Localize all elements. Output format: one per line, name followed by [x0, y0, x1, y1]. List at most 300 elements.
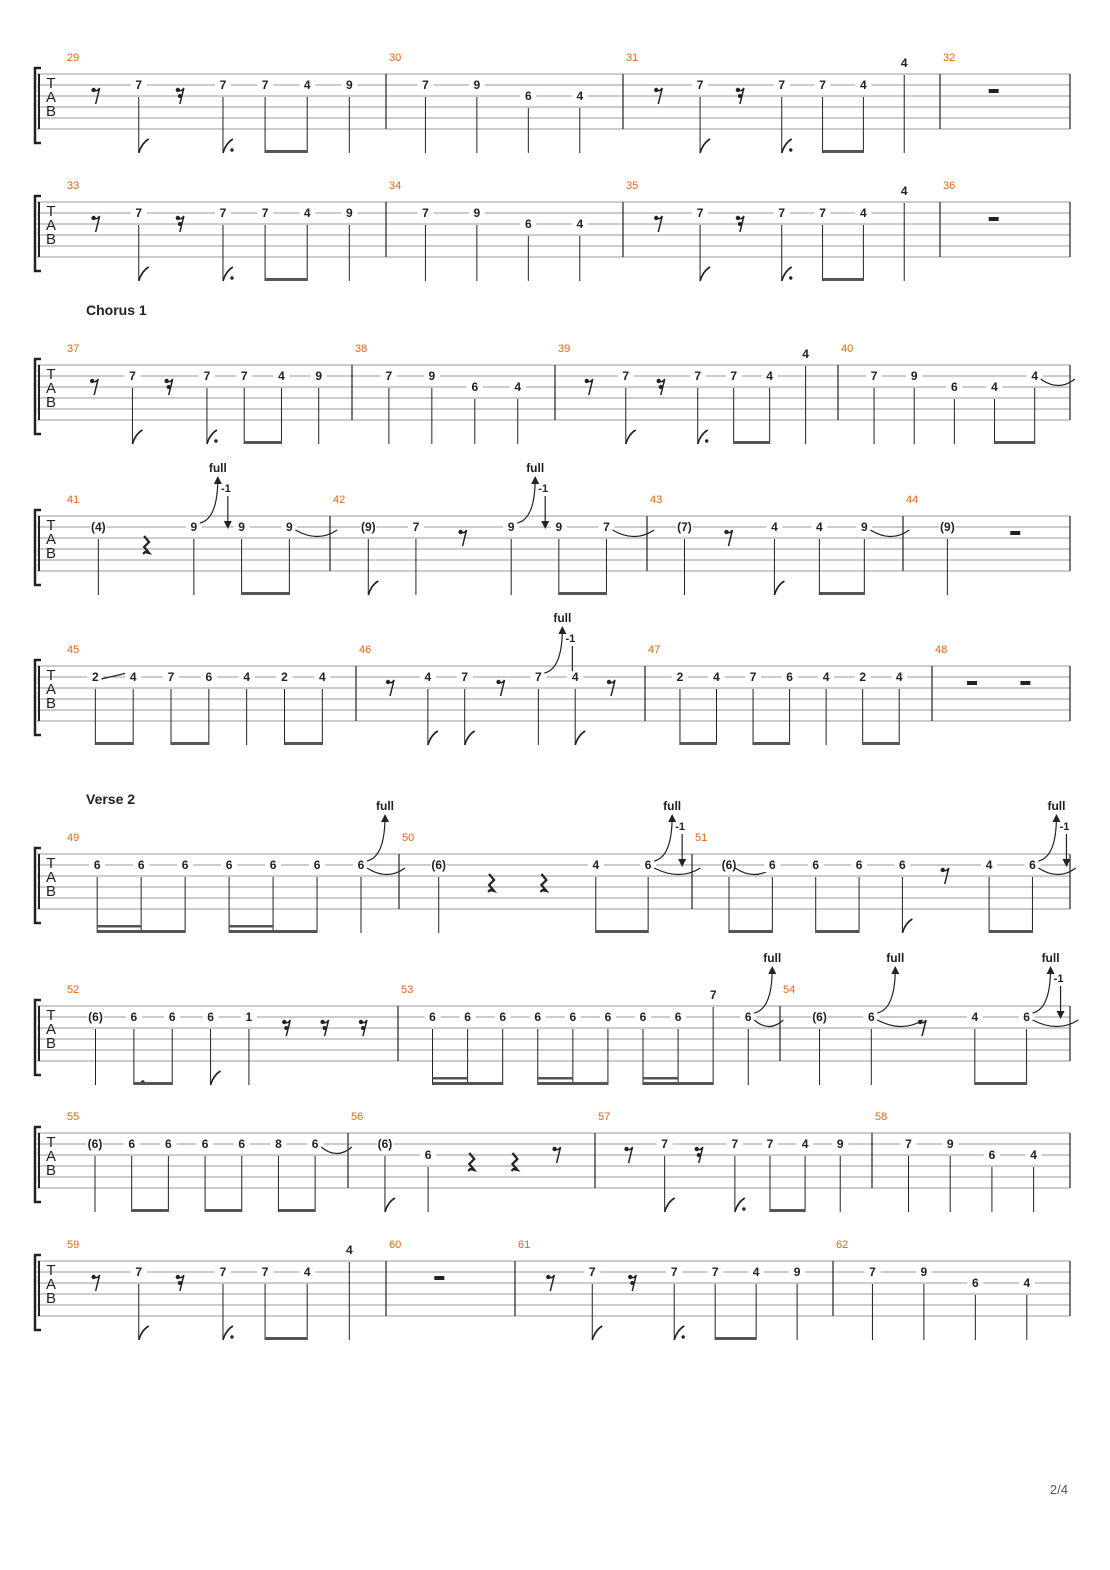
duration-dot	[682, 1335, 685, 1338]
fret-number: 6	[238, 1137, 246, 1151]
quarter-rest	[143, 536, 149, 554]
beam	[265, 150, 308, 153]
tab-note	[815, 78, 831, 153]
tab-clef-letter: T	[46, 855, 56, 872]
fret-number: 6	[225, 858, 233, 872]
fret-number: 4	[303, 78, 311, 92]
tab-note	[916, 1265, 932, 1340]
tab-clef-letter: A	[45, 1276, 57, 1293]
fret-number: 7	[603, 520, 610, 534]
measure-number: 46	[359, 644, 372, 656]
measure-43	[650, 494, 909, 595]
fret-number: 6	[524, 89, 532, 103]
fret-number: 7	[422, 206, 429, 220]
tab-note	[901, 1137, 917, 1212]
tab-note	[855, 670, 871, 745]
tab-note	[896, 56, 912, 153]
tab-note	[946, 380, 962, 444]
tab-note	[727, 1137, 746, 1212]
fret-number: 6	[899, 858, 906, 872]
tab-clef-letter: B	[45, 394, 57, 411]
note-flag	[132, 430, 142, 444]
tab-note	[745, 670, 761, 745]
tab-note	[657, 1137, 675, 1212]
fret-number: 7	[731, 1137, 739, 1151]
measure-number: 42	[333, 494, 346, 506]
fret-number: 9	[946, 1137, 954, 1151]
release-label: -1	[220, 483, 231, 495]
fret-number: 7	[219, 78, 227, 92]
beam	[132, 1209, 169, 1212]
measure-number: 61	[518, 1239, 531, 1251]
fret-number: 7	[129, 369, 136, 383]
tab-note	[239, 670, 255, 745]
fret-number: 7	[203, 369, 211, 383]
fret-number: 6	[205, 670, 213, 684]
fret-number: 7	[694, 369, 702, 383]
measure-number: 37	[67, 343, 80, 355]
tab-note	[672, 670, 688, 745]
section-label: Verse 2	[86, 791, 136, 807]
duration-dot	[789, 276, 792, 279]
tab-note	[906, 369, 922, 444]
bend-label: full	[663, 799, 682, 813]
fret-number: 6	[951, 380, 958, 394]
fret-number: 6	[744, 1010, 752, 1024]
note-flag	[592, 1326, 602, 1340]
tab-note	[975, 951, 1079, 1085]
measure-number: 53	[401, 984, 414, 996]
beam	[97, 930, 185, 933]
fret-number: 4	[576, 89, 584, 103]
beam	[265, 1337, 308, 1340]
tab-clef-letter: A	[45, 681, 57, 698]
measure-number: 39	[558, 343, 571, 355]
measure-46	[359, 611, 615, 745]
fret-number: 9	[428, 369, 436, 383]
tab-note	[766, 520, 784, 595]
tab-note	[643, 988, 721, 1085]
fret-number: (6)	[87, 1137, 103, 1151]
measure-number: 49	[67, 832, 80, 844]
measure-number: 34	[389, 180, 402, 192]
fret-number: 6	[357, 858, 365, 872]
tab-note	[199, 369, 218, 444]
beam	[715, 1337, 756, 1340]
tab-clef-letter: A	[45, 1148, 57, 1165]
tab-note	[676, 520, 692, 595]
tab-note	[811, 520, 827, 595]
quarter-rest	[488, 874, 494, 892]
fret-number: 4	[900, 56, 908, 70]
tab-note	[341, 78, 357, 153]
release-label: -1	[1053, 973, 1064, 985]
measure-number: 32	[943, 52, 956, 64]
fret-number: 6	[867, 1010, 875, 1024]
tab-clef-letter: A	[45, 89, 57, 106]
fret-number: 4	[243, 670, 251, 684]
measure-51	[695, 799, 1076, 933]
tab-clef-bar	[38, 365, 40, 420]
sixteenth-rest-dot	[323, 1026, 327, 1030]
fret-number: 4	[766, 369, 773, 383]
fret-number: 7	[135, 206, 143, 220]
tab-note	[572, 89, 588, 153]
tie	[1033, 1020, 1079, 1027]
measure-number: 48	[935, 644, 948, 656]
tab-clef-letter: B	[45, 695, 57, 712]
tab-note	[666, 1265, 685, 1340]
fret-number: 9	[238, 520, 245, 534]
tab-note	[995, 369, 1075, 444]
tab-note	[431, 858, 447, 933]
half-rest	[1010, 531, 1020, 535]
fret-number: 7	[535, 670, 542, 684]
tab-system	[35, 180, 1070, 281]
note-flag	[700, 139, 710, 153]
beam	[753, 742, 790, 745]
measure-53	[401, 951, 783, 1085]
tab-note	[278, 1137, 351, 1212]
tab-clef-letter: T	[46, 1262, 56, 1279]
note-flag	[139, 267, 149, 281]
tab-note	[276, 670, 292, 745]
tab-note	[131, 78, 149, 153]
measure-54	[783, 951, 1078, 1085]
rest	[143, 536, 149, 554]
tab-note	[425, 1010, 441, 1085]
tab-system	[35, 302, 1075, 444]
tab-note	[257, 206, 273, 281]
tab-clef-letter: A	[45, 380, 57, 397]
fret-number: 9	[860, 520, 868, 534]
fret-number: (6)	[88, 1010, 103, 1024]
fret-number: 4	[303, 1265, 311, 1279]
sixteenth-rest-dot	[697, 1153, 701, 1157]
tab-note	[467, 380, 483, 444]
fret-number: 4	[592, 858, 600, 872]
note-flag	[700, 267, 710, 281]
note-flag	[626, 430, 636, 444]
measure-number: 60	[389, 1239, 402, 1251]
fret-number: 7	[819, 206, 826, 220]
fret-number: 4	[345, 1243, 353, 1257]
tab-note	[270, 1137, 286, 1212]
fret-number: 9	[473, 206, 481, 220]
sixteenth-rest-dot	[284, 1026, 288, 1030]
fret-number: 7	[219, 206, 227, 220]
fret-number: 6	[988, 1148, 996, 1162]
fret-number: 4	[129, 670, 137, 684]
tab-note	[984, 1148, 1000, 1212]
tab-system	[35, 1111, 1070, 1212]
fret-number: 4	[318, 670, 326, 684]
tab-note	[257, 1265, 273, 1340]
measure-number: 40	[841, 343, 854, 355]
fret-number: 6	[165, 1137, 172, 1151]
measure-number: 62	[836, 1239, 849, 1251]
tab-note	[726, 369, 742, 444]
tab-note	[819, 520, 909, 595]
rest	[434, 1276, 444, 1280]
beam	[265, 278, 308, 281]
tab-note	[596, 799, 701, 933]
duration-dot	[789, 148, 792, 151]
fret-number: 7	[870, 369, 878, 383]
tab-note	[242, 520, 338, 595]
fret-number: 6	[855, 858, 863, 872]
tab-note	[215, 78, 234, 153]
fret-number: (9)	[940, 520, 955, 534]
fret-number: 6	[1029, 858, 1036, 872]
fret-number: 9	[190, 520, 198, 534]
fret-number: 7	[412, 520, 420, 534]
fret-number: 4	[971, 1010, 979, 1024]
measure-44	[906, 494, 1020, 595]
tab-note	[131, 206, 149, 281]
fret-number: 6	[471, 380, 479, 394]
tab-clef-letter: A	[45, 869, 57, 886]
half-rest	[1020, 681, 1030, 685]
fret-number: 6	[168, 1010, 176, 1024]
rest	[967, 681, 977, 685]
fret-number: 4	[802, 347, 809, 361]
fret-number: (9)	[360, 520, 376, 534]
measure-number: 35	[626, 180, 639, 192]
rest	[468, 1153, 474, 1171]
rest	[1020, 681, 1030, 685]
bend-arrow-icon	[891, 966, 899, 974]
note-flag	[368, 581, 378, 595]
bend-arrow-icon	[768, 966, 776, 974]
measure-number: 57	[598, 1111, 611, 1123]
tab-note	[186, 461, 232, 595]
fret-number: 7	[766, 1137, 774, 1151]
fret-number: 4	[576, 217, 584, 231]
bend-label: full	[526, 461, 545, 475]
tab-clef-letter: T	[46, 366, 56, 383]
measure-number: 56	[351, 1111, 364, 1123]
fret-number: 7	[261, 78, 269, 92]
beam	[284, 742, 322, 745]
tab-note	[567, 670, 585, 745]
fret-number: 9	[920, 1265, 928, 1279]
beam	[995, 441, 1036, 444]
release-arrow-icon	[678, 859, 686, 867]
fret-number: 7	[778, 206, 786, 220]
beam	[433, 1082, 504, 1085]
measure-number: 44	[906, 494, 919, 506]
measure-number: 36	[943, 180, 956, 192]
measure-40	[841, 343, 1075, 444]
tie	[654, 868, 700, 875]
fret-number: (6)	[431, 858, 447, 872]
fret-number: 6	[769, 858, 776, 872]
tab-note	[131, 1265, 149, 1340]
fret-number: 7	[696, 78, 704, 92]
measure-62	[836, 1239, 1035, 1340]
sixteenth-rest-dot	[738, 94, 742, 98]
fret-number: 7	[711, 1265, 719, 1279]
tab-clef-bar	[38, 854, 40, 909]
release-arrow-icon	[541, 521, 549, 529]
fret-number: 4	[713, 670, 720, 684]
fret-number: 6	[499, 1010, 507, 1024]
fret-number: 7	[135, 78, 143, 92]
tab-note	[133, 858, 149, 933]
measure-55	[67, 1111, 352, 1212]
tab-clef-letter: B	[45, 1290, 57, 1307]
tab-note	[987, 380, 1003, 444]
fret-number: 6	[424, 1148, 432, 1162]
fret-number: 9	[345, 206, 353, 220]
tab-note	[866, 369, 882, 444]
release-arrow-icon	[1062, 859, 1070, 867]
fret-number: 6	[313, 858, 321, 872]
fret-number: (6)	[721, 858, 737, 872]
bend-label: full	[763, 951, 782, 965]
measure-31	[626, 52, 912, 153]
bend-label: full	[1041, 951, 1060, 965]
tab-note	[572, 217, 588, 281]
fret-number: 6	[524, 217, 532, 231]
tie	[295, 530, 337, 537]
measure-number: 30	[389, 52, 402, 64]
fret-number: 4	[1030, 1148, 1037, 1162]
fret-number: 7	[819, 78, 826, 92]
fret-number: 4	[571, 670, 579, 684]
measure-number: 29	[67, 52, 80, 64]
tie	[612, 530, 654, 537]
fret-number: 7	[261, 1265, 269, 1279]
fret-number: 9	[910, 369, 918, 383]
sixteenth-rest-dot	[178, 94, 182, 98]
tab-note	[241, 1010, 257, 1085]
fret-number: 4	[278, 369, 285, 383]
release-arrow-icon	[224, 521, 232, 529]
measure-number: 45	[67, 644, 80, 656]
tab-note	[311, 369, 327, 444]
tab-clef-letter: B	[45, 1162, 57, 1179]
measure-45	[67, 644, 330, 745]
fret-number: 7	[588, 1265, 596, 1279]
duration-dot	[705, 439, 708, 442]
sixteenth-rest-dot	[738, 222, 742, 226]
note-flag	[428, 731, 438, 745]
measure-56	[351, 1111, 561, 1212]
tab-clef-bar	[38, 202, 40, 257]
fret-number: 4	[860, 206, 867, 220]
tab-note	[896, 184, 912, 281]
beam	[680, 742, 717, 745]
section-label: Chorus 1	[86, 302, 147, 318]
measure-60	[389, 1239, 444, 1280]
tab-note	[469, 206, 485, 281]
tab-note	[265, 858, 281, 933]
sixteenth-rest-dot	[178, 222, 182, 226]
page-number: 2/4	[1049, 1482, 1068, 1497]
note-flag	[211, 1071, 221, 1085]
rest	[511, 1153, 517, 1171]
measure-number: 50	[402, 832, 415, 844]
beam-16	[229, 925, 273, 928]
measure-34	[389, 180, 588, 281]
fret-number: 4	[991, 380, 998, 394]
bend-arrow-icon	[381, 814, 389, 822]
tab-clef-letter: B	[45, 231, 57, 248]
tab-note	[989, 799, 1076, 933]
quarter-rest	[468, 1153, 474, 1171]
tab-clef-letter: B	[45, 103, 57, 120]
fret-number: 6	[93, 858, 101, 872]
tab-note	[420, 670, 438, 745]
note-flag	[465, 731, 475, 745]
fret-number: 7	[869, 1265, 876, 1279]
tab-clef-bar	[38, 74, 40, 129]
tab-note	[88, 1010, 104, 1085]
tab-note	[424, 369, 440, 444]
beam	[229, 930, 317, 933]
fret-number: 7	[385, 369, 393, 383]
measure-59	[67, 1239, 357, 1340]
beam	[205, 1209, 242, 1212]
fret-number: 7	[422, 78, 429, 92]
note-flag	[139, 1326, 149, 1340]
measure-47	[648, 644, 907, 745]
tab-clef-letter: T	[46, 667, 56, 684]
fret-number: 4	[1023, 1276, 1031, 1290]
measure-number: 55	[67, 1111, 80, 1123]
measure-61	[518, 1239, 805, 1340]
fret-number: 7	[261, 206, 269, 220]
bend-label: full	[376, 799, 395, 813]
fret-number: (4)	[90, 520, 106, 534]
tab-clef-letter: B	[45, 1035, 57, 1052]
tab-note	[510, 380, 526, 444]
tab-note	[257, 78, 273, 153]
tab-note	[942, 1137, 958, 1212]
tab-note	[939, 520, 955, 595]
tab-clef-bar	[38, 1133, 40, 1188]
fret-number: 6	[644, 858, 652, 872]
measure-41	[67, 461, 337, 595]
tab-note	[381, 369, 397, 444]
measure-29	[67, 52, 357, 153]
fret-number: 7	[461, 670, 469, 684]
tab-note	[215, 1265, 234, 1340]
tab-system	[35, 461, 1070, 595]
measure-number: 51	[695, 832, 708, 844]
tab-note	[221, 858, 237, 933]
tab-note	[234, 520, 250, 595]
measure-number: 58	[875, 1111, 888, 1123]
fret-number: 9	[507, 520, 515, 534]
beam	[770, 1209, 806, 1212]
half-rest	[434, 1276, 444, 1280]
fret-number: 6	[786, 670, 793, 684]
beam	[975, 1082, 1027, 1085]
half-rest	[989, 217, 999, 221]
tab-note	[635, 1010, 651, 1085]
tab-note	[520, 217, 536, 281]
tab-note	[584, 1265, 602, 1340]
rest	[540, 874, 546, 892]
measure-number: 52	[67, 984, 80, 996]
measure-57	[598, 1111, 848, 1212]
tab-note	[420, 1148, 436, 1212]
fret-number: 4	[895, 670, 903, 684]
tab-note	[377, 1137, 395, 1212]
